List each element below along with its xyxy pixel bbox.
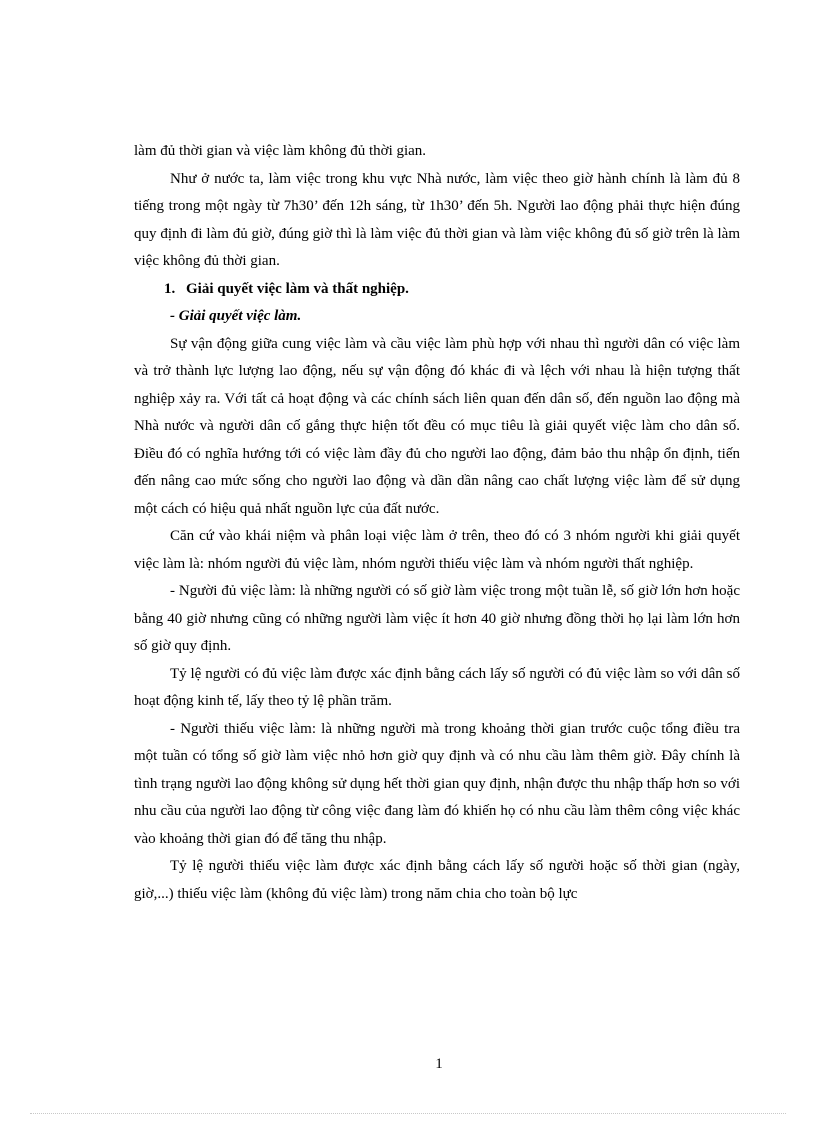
paragraph-working-hours: Như ở nước ta, làm việc trong khu vực Nhà nước, làm việc theo giờ hành chính là làm đủ 8 tiếng trong một ngày từ 7h30’ đến 12h sáng, từ 1h30’ đến 5h. Người lao động phải thực hiện đúng quy định đi làm đủ giờ, đúng giờ thì là làm việc đủ thời gian và làm việc không đủ số giờ trên là làm việc không đủ thời gian. <box>134 170 740 269</box>
document-body <box>134 138 740 908</box>
paragraph-fully-employed: - Người đủ việc làm: là những người có số giờ làm việc trong một tuần lễ, số giờ lớn hơn hoặc bằng 40 giờ nhưng cũng có những người làm việc ít hơn 40 giờ nhưng đồng thời họ lại làm lớn hơn số giờ quy định. <box>134 583 740 654</box>
page-number: 1 <box>435 1056 443 1072</box>
section-heading <box>134 276 740 304</box>
paragraph-three-groups: Căn cứ vào khái niệm và phân loại việc làm ở trên, theo đó có 3 nhóm người khi giải quyết việc làm là: nhóm người đủ việc làm, nhóm người thiếu việc làm và nhóm người thất nghiệp. <box>134 528 740 572</box>
paragraph-labor-supply-demand: Sự vận động giữa cung việc làm và cầu việc làm phù hợp với nhau thì người dân có việc làm và trở thành lực lượng lao động, nếu sự vận động đó khác đi và lệch với nhau là hiện tượng thất nghiệp xảy ra. Với tất cả hoạt động và các chính sách liên quan đến dân số, đến nguồn lao động mà Nhà nước và người dân cố gắng thực hiện tốt đều có mục tiêu là giải quyết việc làm cho dân số. Điều đó có nghĩa hướng tới có việc làm đầy đủ cho người lao động, đảm bảo thu nhập ổn định, tiến đến nâng cao mức sống cho người lao động và dần dần nâng cao chất lượng việc làm để sử dụng một cách có hiệu quả nhất nguồn lực của đất nước. <box>134 335 740 517</box>
section-number: 1. <box>164 280 176 297</box>
paragraph-fully-employed-rate: Tỷ lệ người có đủ việc làm được xác định bằng cách lấy số người có đủ việc làm so với dân số hoạt động kinh tế, lấy theo tỷ lệ phần trăm. <box>134 665 740 709</box>
paragraph-underemployed-rate: Tỷ lệ người thiếu việc làm được xác định bằng cách lấy số người hoặc số thời gian (ngày, giờ,...) thiếu việc làm (không đủ việc làm) trong năm chia cho toàn bộ lực <box>134 858 740 902</box>
paragraph-underemployed: - Người thiếu việc làm: là những người mà trong khoảng thời gian trước cuộc tổng điều tra một tuần có tổng số giờ làm việc nhỏ hơn giờ quy định và có nhu cầu làm thêm giờ. Đây chính là tình trạng người lao động không sử dụng hết thời gian quy định, nhận được thu nhập thấp hơn so với nhu cầu của người lao động từ công việc đang làm đó khiến họ có nhu cầu làm thêm công việc khác vào khoảng thời gian đó để tăng thu nhập. <box>134 720 740 847</box>
subsection-heading: - Giải quyết việc làm. <box>170 308 302 324</box>
section-title: Giải quyết việc làm và thất nghiệp. <box>186 280 409 297</box>
paragraph-continuation: làm đủ thời gian và việc làm không đủ thời gian. <box>134 143 427 159</box>
page-bottom-divider <box>30 1113 786 1114</box>
